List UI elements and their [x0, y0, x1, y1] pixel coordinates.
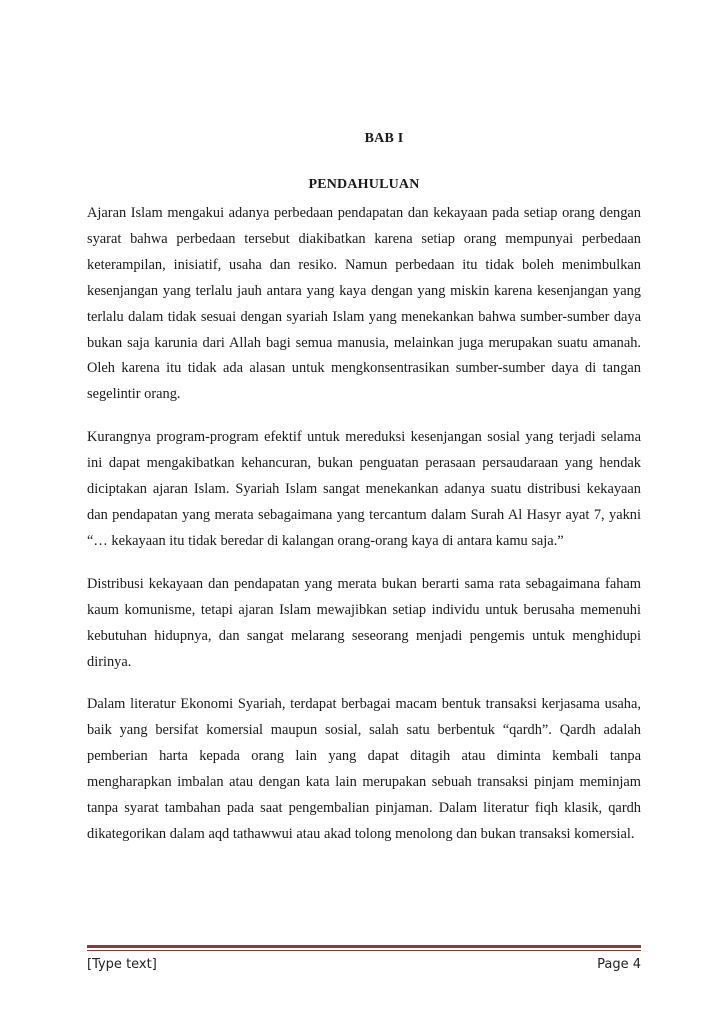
chapter-title: PENDAHULUAN [308, 177, 420, 192]
page-footer [87, 957, 641, 972]
footer-rule-thick [87, 945, 641, 948]
footer-placeholder-text: [Type text] [87, 957, 157, 972]
body-text [87, 201, 641, 865]
paragraph-2: Kurangnya program-program efektif untuk mereduksi kesenjangan sosial yang terjadi selama ini dapat mengakibatkan kehancuran, bukan penguatan perasaan persaudaraan yang hendak diciptakan ajaran Islam. Syariah Islam sangat menekankan adanya suatu distribusi kekayaan dan pendapatan yang merata sebagaimana yang tercantum dalam Surah Al Hasyr ayat 7, yakni “… kekayaan itu tidak beredar di kalangan orang-orang kaya di antara kamu saja.” [87, 429, 641, 549]
chapter-number: BAB I [364, 131, 404, 146]
paragraph-4: Dalam literatur Ekonomi Syariah, terdapat berbagai macam bentuk transaksi kerjasama usaha, baik yang bersifat komersial maupun sosial, salah satu berbentuk “qardh”. Qardh adalah pemberian harta kepada orang lain yang dapat ditagih atau diminta kembali tanpa mengharapkan imbalan atau dengan kata lain merupakan sebuah transaksi pinjam meminjam tanpa syarat tambahan pada saat pengembalian pinjaman. Dalam literatur fiqh klasik, qardh dikategorikan dalam aqd tathawwui atau akad tolong menolong dan bukan transaksi komersial. [87, 696, 641, 842]
paragraph-3: Distribusi kekayaan dan pendapatan yang merata bukan berarti sama rata sebagaimana faham kaum komunisme, tetapi ajaran Islam mewajibkan setiap individu untuk berusaha memenuhi kebutuhan hidupnya, dan sangat melarang seseorang menjadi pengemis untuk menghidupi dirinya. [87, 575, 641, 670]
footer-rule-thin [87, 950, 641, 951]
paragraph-1: Ajaran Islam mengakui adanya perbedaan pendapatan dan kekayaan pada setiap orang dengan syarat bahwa perbedaan tersebut diakibatkan karena setiap orang mempunyai perbedaan keterampilan, inisiatif, usaha dan resiko. Namun perbedaan itu tidak boleh menimbulkan kesenjangan yang terlalu jauh antara yang kaya dengan yang miskin karena kesenjangan yang terlalu dalam tidak sesuai dengan syariah Islam yang menekankan bahwa sumber-sumber daya bukan saja karunia dari Allah bagi semua manusia, melainkan juga merupakan suatu amanah. Oleh karena itu tidak ada alasan untuk mengkonsentrasikan sumber-sumber daya di tangan segelintir orang. [87, 205, 641, 403]
page-number: Page 4 [597, 957, 641, 972]
